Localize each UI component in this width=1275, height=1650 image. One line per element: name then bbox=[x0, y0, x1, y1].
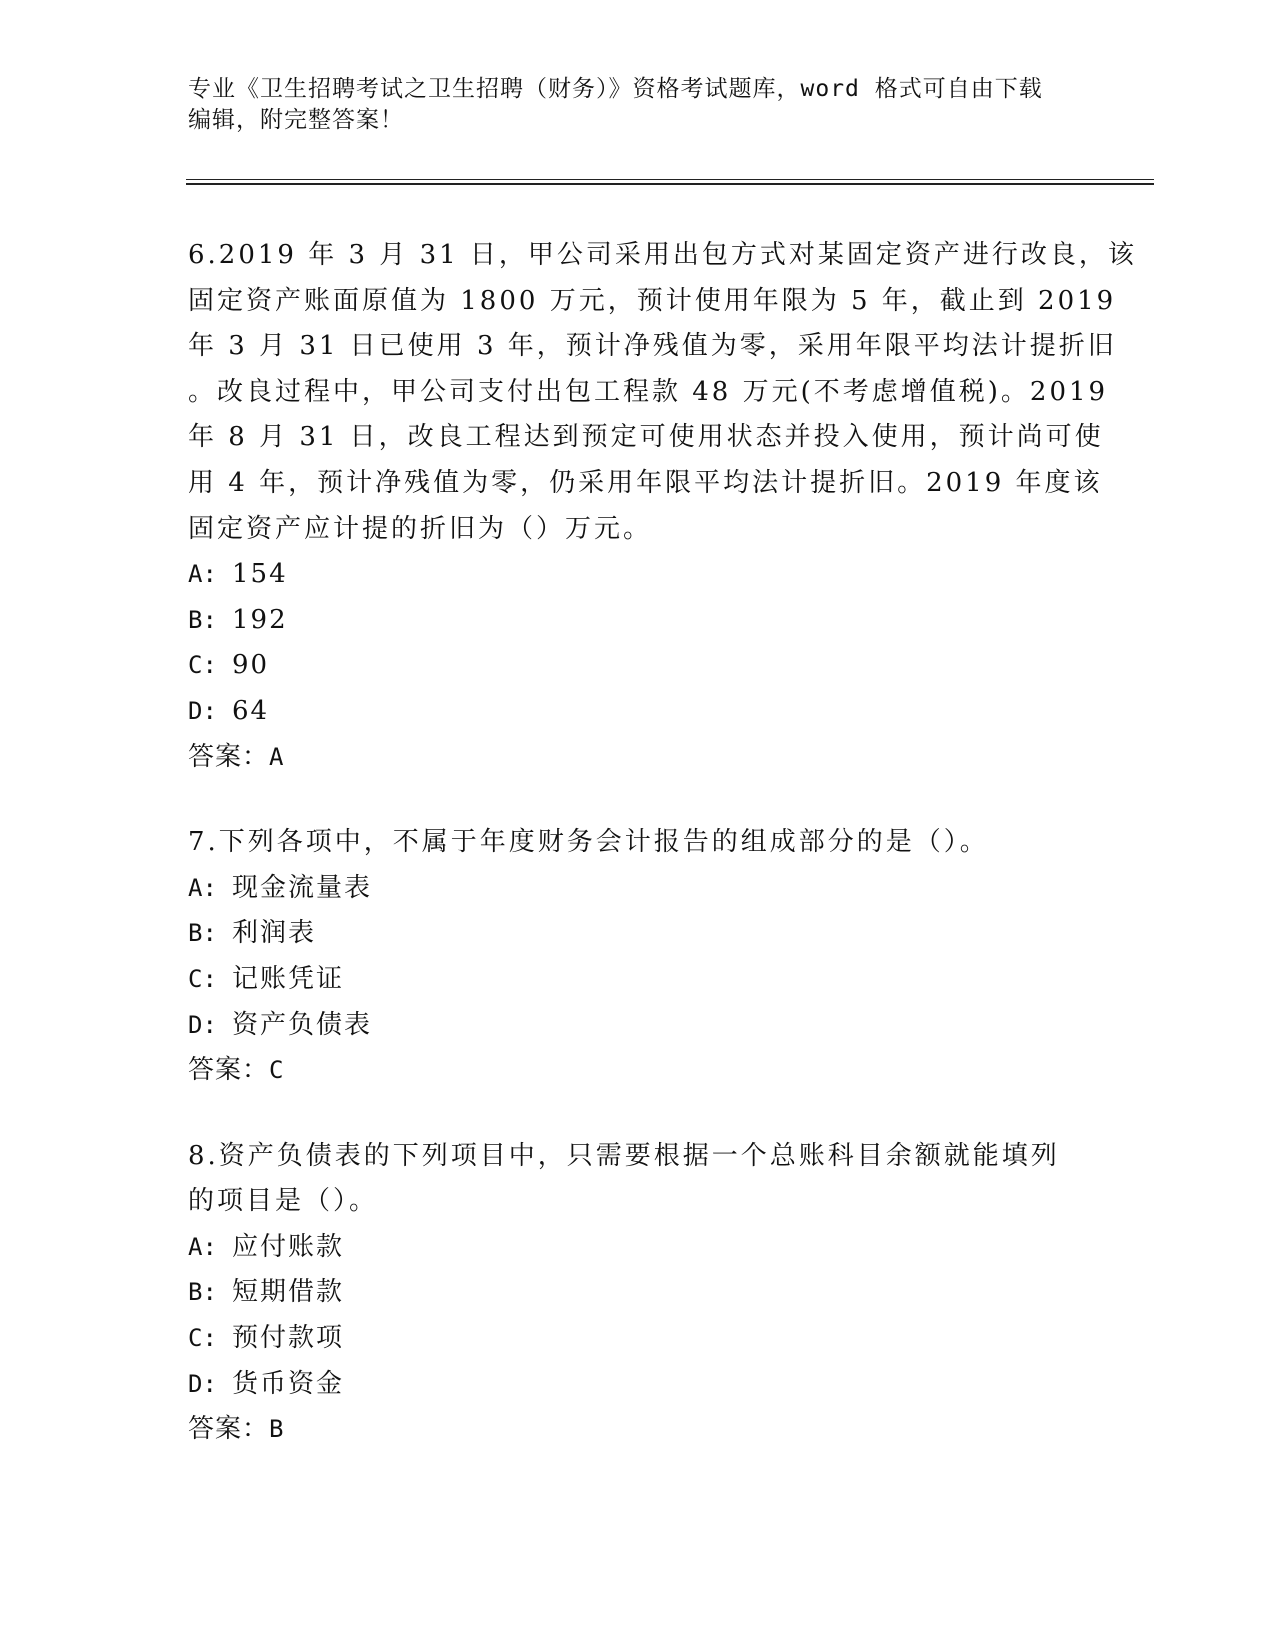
option-text: 64 bbox=[232, 695, 270, 726]
option-text: 短期借款 bbox=[232, 1277, 345, 1308]
document-header bbox=[188, 74, 1068, 136]
option-a bbox=[188, 866, 1088, 912]
option-d bbox=[188, 689, 1088, 735]
question-text-line: 固定资产账面原值为 1800 万元，预计使用年限为 5 年，截止到 2019 bbox=[188, 285, 1117, 316]
option-b bbox=[188, 1270, 1088, 1316]
question-6 bbox=[188, 233, 1137, 780]
answer-line bbox=[188, 735, 1088, 781]
header-divider-top bbox=[186, 179, 1154, 180]
option-letter: D: bbox=[188, 1369, 217, 1398]
option-text: 利润表 bbox=[232, 918, 317, 949]
option-letter: D: bbox=[188, 1010, 217, 1039]
question-text-line: 7.下列各项中，不属于年度财务会计报告的组成部分的是（）。 bbox=[188, 827, 989, 858]
option-letter: C: bbox=[188, 651, 217, 680]
option-letter: C: bbox=[188, 964, 217, 993]
option-text: 192 bbox=[232, 604, 288, 635]
option-a bbox=[188, 1225, 1088, 1271]
question-text-line: 年 3 月 31 日已使用 3 年，预计净残值为零，采用年限平均法计提折旧 bbox=[188, 331, 1117, 362]
option-d bbox=[188, 1362, 1088, 1408]
option-letter: A: bbox=[188, 560, 217, 589]
question-text-line: 固定资产应计提的折旧为（）万元。 bbox=[188, 513, 653, 544]
option-text: 货币资金 bbox=[232, 1368, 345, 1399]
answer-value: C bbox=[269, 1056, 285, 1085]
answer-line bbox=[188, 1407, 1088, 1453]
question-list bbox=[188, 233, 1137, 1493]
answer-value: B bbox=[269, 1415, 285, 1444]
question-stem bbox=[188, 1134, 1088, 1225]
option-text: 资产负债表 bbox=[232, 1009, 373, 1040]
option-letter: B: bbox=[188, 1278, 217, 1307]
option-text: 预付款项 bbox=[232, 1323, 345, 1354]
question-text-line: 。改良过程中，甲公司支付出包工程款 48 万元(不考虑增值税)。2019 bbox=[188, 376, 1109, 407]
option-letter: D: bbox=[188, 696, 217, 725]
header-line: 专业《卫生招聘考试之卫生招聘（财务）》资格考试题库，word 格式可自由下载 bbox=[188, 76, 1043, 102]
question-7 bbox=[188, 820, 1088, 1094]
question-text-line: 用 4 年，预计净残值为零，仍采用年限平均法计提折旧。2019 年度该 bbox=[188, 467, 1103, 498]
header-line: 编辑，附完整答案！ bbox=[188, 107, 404, 133]
question-text-line: 6.2019 年 3 月 31 日，甲公司采用出包方式对某固定资产进行改良，该 bbox=[188, 240, 1137, 270]
option-letter: B: bbox=[188, 605, 217, 634]
question-stem bbox=[188, 233, 1137, 552]
answer-label: 答案： bbox=[188, 1055, 270, 1086]
question-stem bbox=[188, 820, 1088, 866]
answer-label: 答案： bbox=[188, 1414, 270, 1445]
header-divider-bottom bbox=[186, 183, 1154, 185]
question-text-line: 的项目是（）。 bbox=[188, 1186, 379, 1217]
question-text-line: 8.资产负债表的下列项目中，只需要根据一个总账科目余额就能填列 bbox=[188, 1140, 1060, 1171]
option-letter: B: bbox=[188, 919, 217, 948]
option-c bbox=[188, 957, 1088, 1003]
option-text: 154 bbox=[232, 559, 288, 590]
option-text: 记账凭证 bbox=[232, 963, 345, 994]
option-b bbox=[188, 911, 1088, 957]
answer-line bbox=[188, 1048, 1088, 1094]
option-c bbox=[188, 643, 1088, 689]
option-a bbox=[188, 552, 1088, 598]
question-text-line: 年 8 月 31 日，改良工程达到预定可使用状态并投入使用，预计尚可使 bbox=[188, 422, 1104, 453]
option-text: 现金流量表 bbox=[232, 872, 373, 903]
option-text: 90 bbox=[232, 650, 270, 681]
option-letter: C: bbox=[188, 1324, 217, 1353]
option-letter: A: bbox=[188, 873, 217, 902]
option-b bbox=[188, 598, 1088, 644]
option-c bbox=[188, 1316, 1088, 1362]
option-d bbox=[188, 1003, 1088, 1049]
option-text: 应付账款 bbox=[232, 1231, 345, 1262]
answer-label: 答案： bbox=[188, 741, 270, 772]
option-letter: A: bbox=[188, 1232, 217, 1261]
answer-value: A bbox=[269, 742, 285, 771]
question-8 bbox=[188, 1134, 1088, 1453]
